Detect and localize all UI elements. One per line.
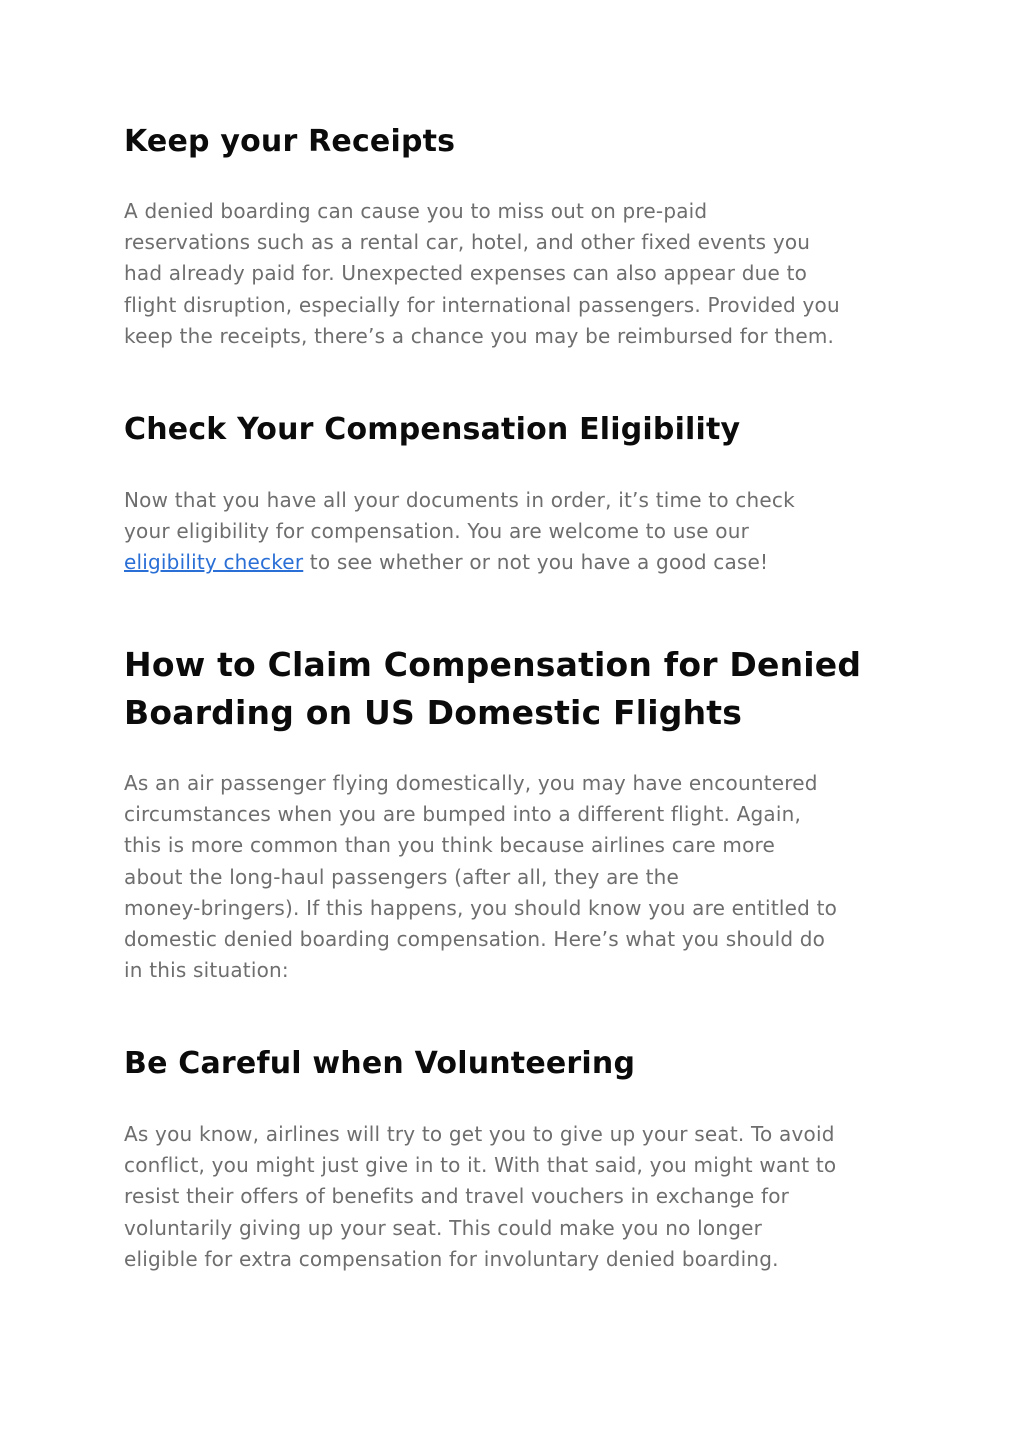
paragraph-check-eligibility xyxy=(124,485,914,579)
text-line: As you know, airlines will try to get you to give up your seat. To avoid xyxy=(124,1122,835,1146)
text-line: keep the receipts, there’s a chance you may be reimbursed for them. xyxy=(124,323,835,348)
text-after-link: to see whether or not you have a good case! xyxy=(303,550,769,575)
text-line: in this situation: xyxy=(124,958,289,983)
eligibility-checker-link[interactable]: eligibility checker xyxy=(124,550,304,575)
text-line: Now that you have all your documents in order, it’s time to check xyxy=(124,488,795,512)
heading-how-to-claim xyxy=(124,641,914,737)
heading-line: How to Claim Compensation for Denied xyxy=(124,645,862,684)
heading-check-eligibility: Check Your Compensation Eligibility xyxy=(124,412,741,447)
text-line: A denied boarding can cause you to miss out on pre-paid xyxy=(124,199,708,223)
text-line: voluntarily giving up your seat. This could make you no longer xyxy=(124,1215,763,1240)
text-line: circumstances when you are bumped into a different flight. Again, xyxy=(124,802,802,827)
text-line: domestic denied boarding compensation. Here’s what you should do xyxy=(124,927,826,952)
text-line: reservations such as a rental car, hotel, and other fixed events you xyxy=(124,230,811,255)
heading-keep-receipts: Keep your Receipts xyxy=(124,124,456,159)
text-line: this is more common than you think because airlines care more xyxy=(124,833,776,858)
text-line: your eligibility for compensation. You are welcome to use our xyxy=(124,519,750,544)
text-line: had already paid for. Unexpected expenses can also appear due to xyxy=(124,261,808,286)
text-line: flight disruption, especially for international passengers. Provided you xyxy=(124,292,840,317)
paragraph-careful-volunteering xyxy=(124,1119,914,1275)
text-line: money-bringers). If this happens, you should know you are entitled to xyxy=(124,895,838,920)
text-line: conflict, you might just give in to it. With that said, you might want to xyxy=(124,1153,837,1178)
heading-careful-volunteering: Be Careful when Volunteering xyxy=(124,1046,636,1081)
paragraph-keep-receipts xyxy=(124,196,914,352)
text-line: As an air passenger flying domestically, you may have encountered xyxy=(124,771,818,795)
text-line: resist their offers of benefits and travel vouchers in exchange for xyxy=(124,1184,790,1209)
text-line: eligible for extra compensation for involuntary denied boarding. xyxy=(124,1246,779,1271)
heading-line: Boarding on US Domestic Flights xyxy=(124,693,743,732)
paragraph-how-to-claim xyxy=(124,768,914,986)
text-line: about the long-haul passengers (after all, they are the xyxy=(124,864,680,889)
